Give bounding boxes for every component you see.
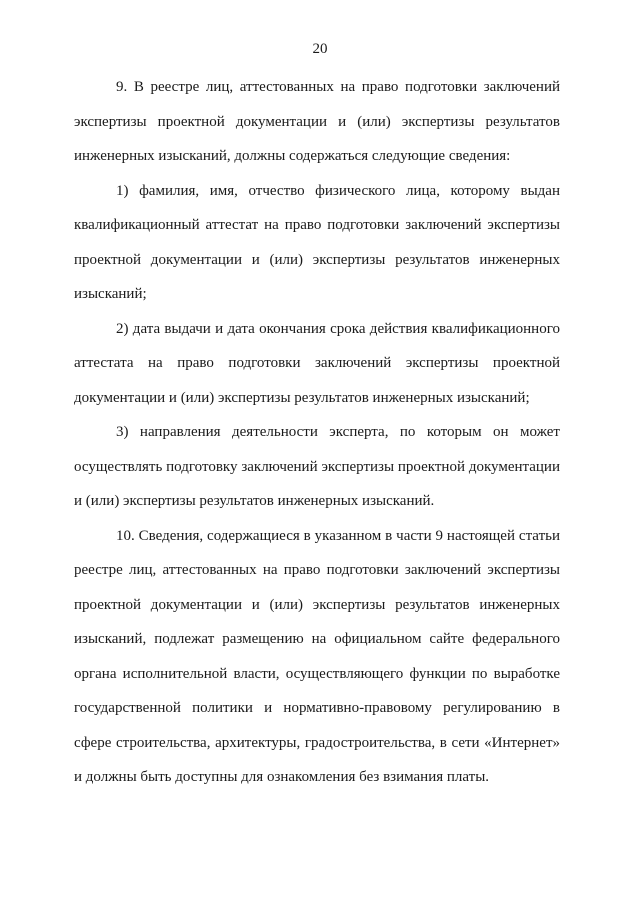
page-number: 20 (312, 41, 328, 57)
paragraph-9: 9. В реестре лиц, аттестованных на право подготовки заключений экспертизы проектной документации и (или) экспертизы результатов инженерных изысканий, должны содержаться следующие сведения: (74, 79, 560, 164)
paragraph-9-item-3: 3) направления деятельности эксперта, по которым он может осуществлять подготовку заключений экспертизы проектной документации и (или) экспертизы результатов инженерных изысканий. (74, 424, 560, 509)
paragraph-9-item-2: 2) дата выдачи и дата окончания срока действия квалификационного аттестата на право подготовки заключений экспертизы проектной документации и (или) экспертизы результатов инженерных изысканий; (74, 320, 560, 406)
paragraph-9-item-1: 1) фамилия, имя, отчество физического лица, которому выдан квалификационный аттестат на право подготовки заключений экспертизы проектной документации и (или) экспертизы результатов инженерных изысканий; (74, 182, 560, 302)
document-body (74, 70, 560, 795)
paragraph-10: 10. Сведения, содержащиеся в указанном в части 9 настоящей статьи реестре лиц, аттестованных на право подготовки заключений экспертизы проектной документации и (или) экспертизы результатов инженерных изысканий, подлежат размещению на официальном сайте федерального органа исполнительной власти, осуществляющего функции по выработке государственной политики и нормативно-правовому регулированию в сфере строительства, архитектуры, градостроительства, в сети «Интернет» и должны быть доступны для ознакомления без взимания платы. (74, 527, 560, 785)
